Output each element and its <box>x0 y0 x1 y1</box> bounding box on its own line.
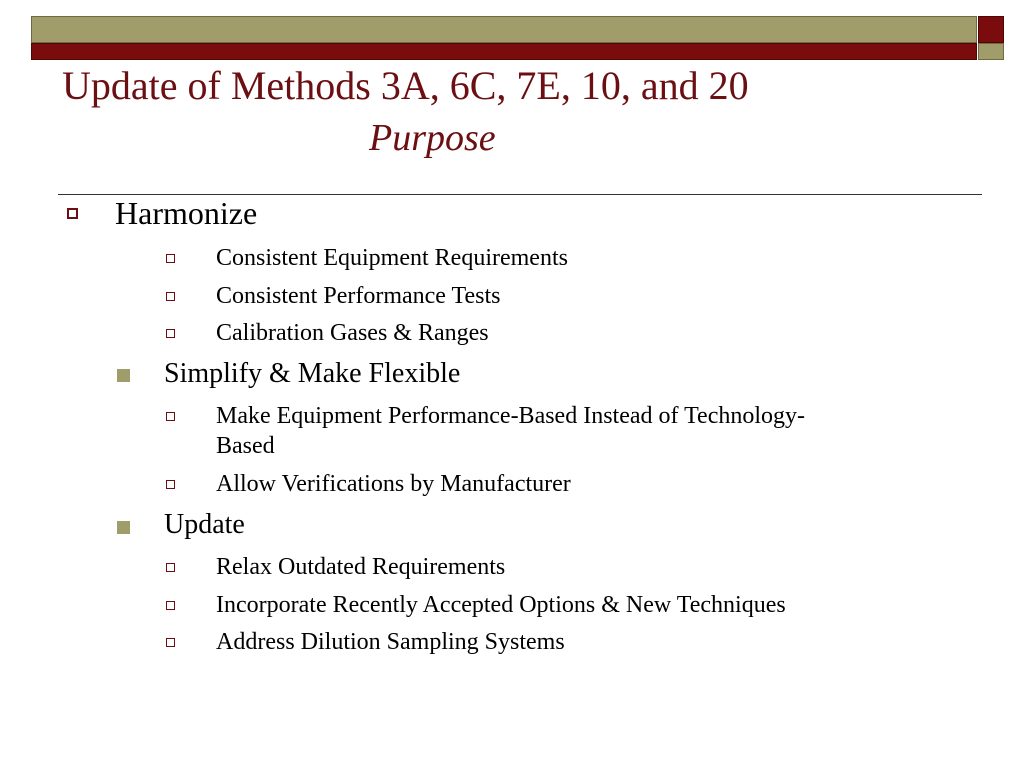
header-bar-olive <box>31 16 977 43</box>
slide-title-line1: Update of Methods 3A, 6C, 7E, 10, and 20 <box>62 63 749 108</box>
bullet-simplify: Simplify & Make Flexible <box>164 358 461 389</box>
bullet-performance-based-cont: Based <box>216 433 275 459</box>
bullet-relax-outdated: Relax Outdated Requirements <box>216 554 506 580</box>
bullet-incorporate-options: Incorporate Recently Accepted Options & New Techniques <box>216 592 786 618</box>
bullet-consistent-equipment: Consistent Equipment Requirements <box>216 245 568 271</box>
small-hollow-square-bullet-icon <box>166 254 175 263</box>
small-hollow-square-bullet-icon <box>166 292 175 301</box>
header-square-maroon <box>978 16 1004 43</box>
bullet-allow-verifications: Allow Verifications by Manufacturer <box>216 471 571 497</box>
bullet-address-dilution: Address Dilution Sampling Systems <box>216 629 565 655</box>
bullet-harmonize: Harmonize <box>115 195 258 231</box>
slide-title-line2: Purpose <box>369 117 496 159</box>
header-bar-maroon <box>31 43 977 60</box>
header-square-olive <box>978 43 1004 60</box>
hollow-square-bullet-icon <box>67 208 78 219</box>
bullet-calibration-gases: Calibration Gases & Ranges <box>216 320 489 346</box>
small-hollow-square-bullet-icon <box>166 480 175 489</box>
bullet-update: Update <box>164 509 245 540</box>
solid-square-bullet-icon <box>117 521 130 534</box>
small-hollow-square-bullet-icon <box>166 412 175 421</box>
solid-square-bullet-icon <box>117 369 130 382</box>
bullet-consistent-performance: Consistent Performance Tests <box>216 283 501 309</box>
small-hollow-square-bullet-icon <box>166 563 175 572</box>
small-hollow-square-bullet-icon <box>166 329 175 338</box>
small-hollow-square-bullet-icon <box>166 638 175 647</box>
slide-title <box>62 62 982 160</box>
bullet-performance-based: Make Equipment Performance-Based Instead of Technology- <box>216 403 806 429</box>
small-hollow-square-bullet-icon <box>166 601 175 610</box>
